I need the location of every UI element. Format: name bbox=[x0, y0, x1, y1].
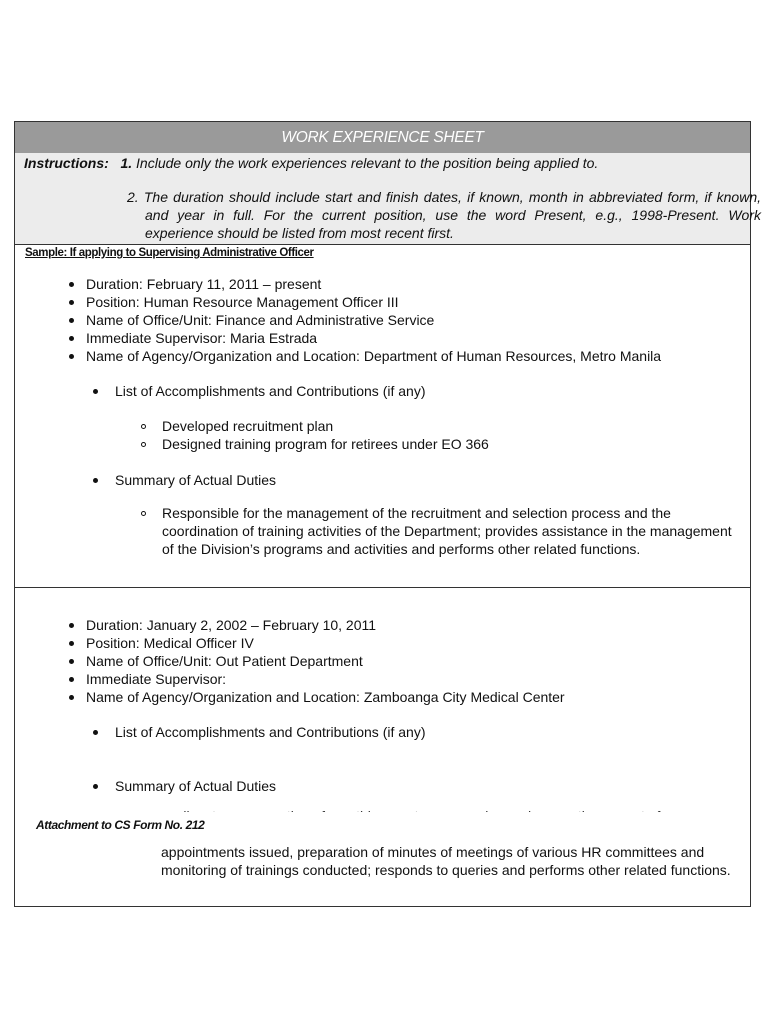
instruction-2-text: 2. The duration should include start and finish dates, if known, month in abbreviated form, if known, and year in full. For the current position, use the word Present, e.g., 1998-Present. Work experience should be listed from most recent first. bbox=[127, 189, 761, 241]
attachment-label: Attachment to CS Form No. 212 bbox=[36, 818, 208, 832]
experience-entry-2 bbox=[15, 616, 750, 795]
entry-1-supervisor: Immediate Supervisor: Maria Estrada bbox=[15, 329, 750, 347]
entry-2-office: Name of Office/Unit: Out Patient Department bbox=[15, 652, 750, 670]
entry-2-position: Position: Medical Officer IV bbox=[15, 634, 750, 652]
instruction-1 bbox=[24, 154, 598, 172]
sheet-title: WORK EXPERIENCE SHEET bbox=[15, 122, 750, 154]
instructions-label: Instructions: bbox=[24, 155, 109, 171]
entry-1-duties-text: Responsible for the management of the recruitment and selection process and the coordination of training activities of the Department; provides assistance in the management of the Division’s programs and activities and performs other related functions. bbox=[15, 504, 732, 558]
instruction-1-number: 1. bbox=[120, 155, 133, 171]
entry-1-details bbox=[15, 275, 750, 365]
sample-label: Sample: If applying to Supervising Administrative Officer bbox=[25, 247, 314, 259]
entry-2-duties-heading: Summary of Actual Duties bbox=[15, 777, 750, 795]
experience-entry-1 bbox=[15, 275, 750, 558]
overlay-mask bbox=[160, 812, 740, 829]
entry-1-accomplishments-list bbox=[15, 417, 750, 453]
entry-2-duration: Duration: January 2, 2002 – February 10, 2011 bbox=[15, 616, 750, 634]
instruction-1-text: Include only the work experiences relevant to the position being applied to. bbox=[136, 155, 599, 171]
entry-1-accomplishment-1: Developed recruitment plan bbox=[15, 417, 750, 435]
entry-2-supervisor: Immediate Supervisor: bbox=[15, 670, 750, 688]
entry-2-agency: Name of Agency/Organization and Location: Zamboanga City Medical Center bbox=[15, 688, 750, 706]
entry-1-duration: Duration: February 11, 2011 – present bbox=[15, 275, 750, 293]
entry-2-details bbox=[15, 616, 750, 706]
entry-divider bbox=[15, 587, 750, 588]
instructions-box bbox=[15, 153, 761, 245]
entry-1-position: Position: Human Resource Management Officer III bbox=[15, 293, 750, 311]
entry-2-accomplishments-heading: List of Accomplishments and Contributions (if any) bbox=[15, 723, 750, 741]
entry-1-accomplishment-2: Designed training program for retirees under EO 366 bbox=[15, 435, 750, 453]
entry-1-accomplishments-heading: List of Accomplishments and Contributions (if any) bbox=[15, 382, 750, 400]
entry-1-office: Name of Office/Unit: Finance and Administrative Service bbox=[15, 311, 750, 329]
entry-1-agency: Name of Agency/Organization and Location: Department of Human Resources, Metro Manila bbox=[15, 347, 750, 365]
entry-1-duties-heading: Summary of Actual Duties bbox=[15, 471, 750, 489]
entry-2-duties-text: appointments issued, preparation of minutes of meetings of various HR committees and monitoring of trainings conducted; responds to queries and performs other related functions. bbox=[161, 844, 731, 878]
work-experience-sheet bbox=[14, 121, 761, 907]
